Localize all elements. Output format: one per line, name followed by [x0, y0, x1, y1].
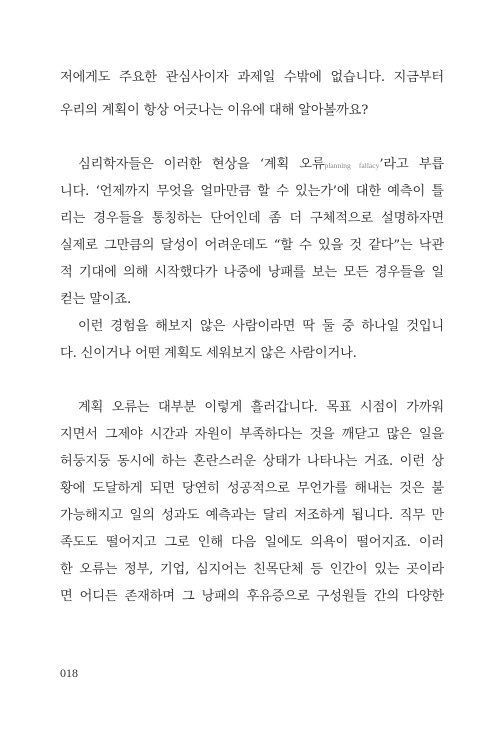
- paragraph-4-line-4: 황에 도달하게 되면 당연히 성공적으로 무언가를 해내는 것은 불: [60, 481, 444, 496]
- paragraph-4-line-5: 가능해지고 일의 성과도 예측과는 달리 저조하게 됩니다. 직무 만: [60, 508, 444, 523]
- paragraph-4-line-8: 면 어디든 존재하며 그 낭패의 후유증으로 구성원들 간의 다양한: [60, 589, 444, 604]
- paragraph-4-line-3: 허둥지둥 동시에 하는 혼란스러운 상태가 나타나는 거죠. 이런 상: [60, 454, 444, 469]
- paragraph-2-line-3: 리는 경우들을 통칭하는 단어인데 좀 더 구체적으로 설명하자면: [60, 211, 444, 226]
- paragraph-4-line-2: 지면서 그제야 시간과 자원이 부족하다는 것을 깨닫고 많은 일을: [60, 427, 444, 442]
- paragraph-2-line-4: 실제로 그만큼의 달성이 어려운데도 “할 수 있을 것 같다”는 낙관: [60, 238, 444, 253]
- paragraph-2-line-2: 니다. ‘언제까지 무엇을 얼마만큼 할 수 있는가’에 대한 예측이 틀: [60, 184, 444, 199]
- paragraph-2-line-1: [78, 157, 444, 174]
- paragraph-4-line-7: 한 오류는 정부, 기업, 심지어는 친목단체 등 인간이 있는 곳이라: [60, 562, 444, 577]
- paragraph-1-line-2: 우리의 계획이 항상 어긋나는 이유에 대해 알아볼까요?: [60, 103, 369, 118]
- paragraph-2-line-1-text: 심리학자들은 이러한 현상을 ‘계획 오류: [78, 157, 325, 172]
- paragraph-2-line-1-end: ’라고 부릅: [379, 157, 444, 172]
- english-gloss: planning fallacy: [324, 161, 380, 170]
- paragraph-2-line-6: 컫는 말이죠.: [60, 292, 132, 307]
- paragraph-4-line-1: 계획 오류는 대부분 이렇게 흘러갑니다. 목표 시점이 가까워: [78, 400, 444, 415]
- page-number: 018: [60, 666, 78, 680]
- paragraph-1-line-1: 저에게도 주요한 관심사이자 과제일 수밖에 없습니다. 지금부터: [60, 70, 444, 85]
- paragraph-2-line-5: 적 기대에 의해 시작했다가 나중에 낭패를 보는 모든 경우들을 일: [60, 265, 444, 280]
- paragraph-3-line-1: 이런 경험을 해보지 않은 사람이라면 딱 둘 중 하나일 것입니: [78, 319, 444, 334]
- paragraph-4-line-6: 족도도 떨어지고 그로 인해 다음 일에도 의욕이 떨어지죠. 이러: [60, 535, 444, 550]
- paragraph-3-line-2: 다. 신이거나 어떤 계획도 세워보지 않은 사람이거나.: [60, 346, 357, 361]
